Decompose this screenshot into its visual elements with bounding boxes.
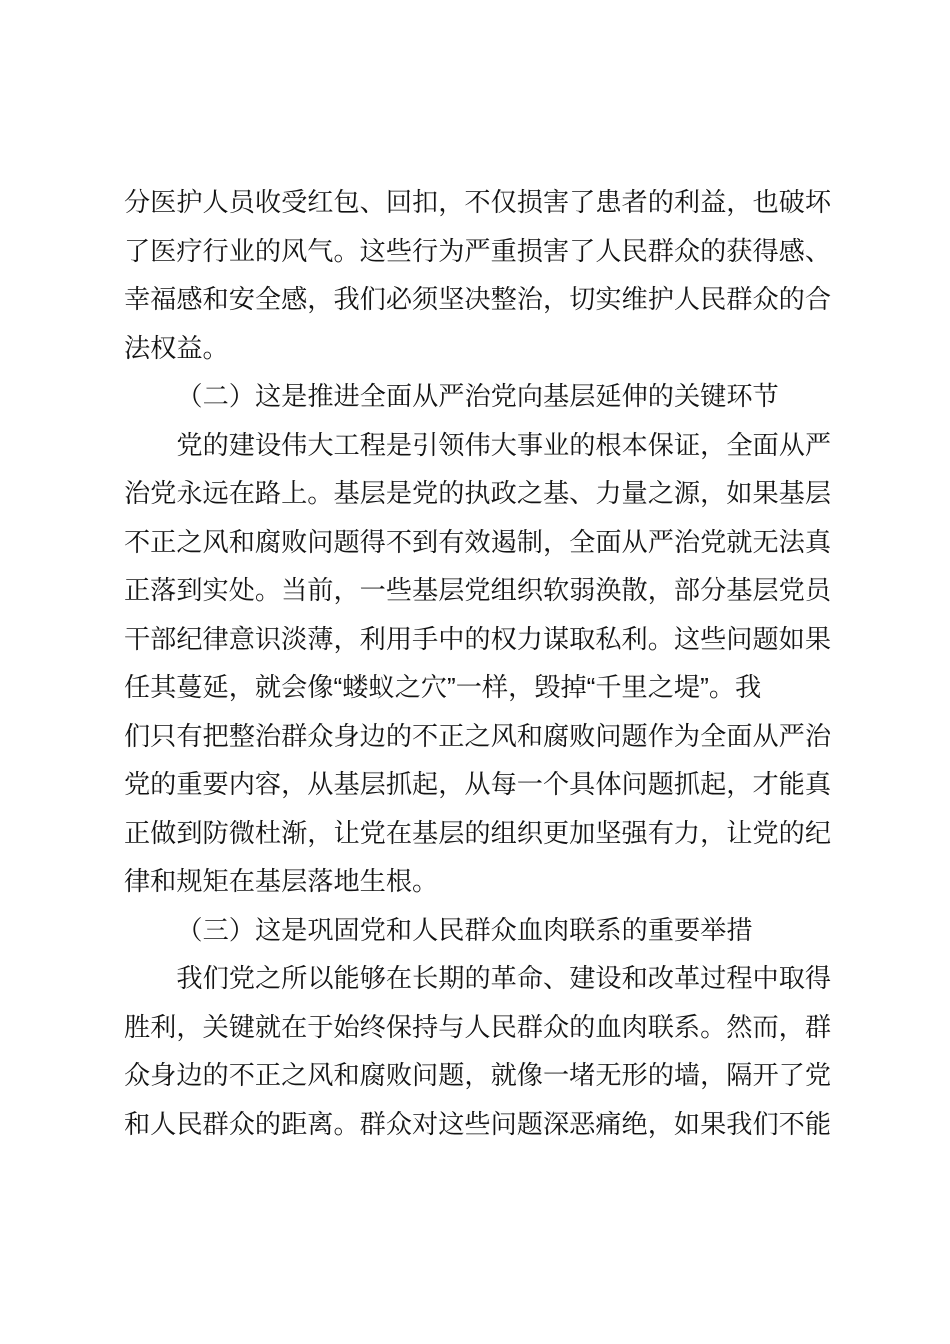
body-text-line: 我们党之所以能够在长期的革命、建设和改革过程中取得 [176, 963, 832, 993]
body-text-line: 和人民群众的距离。群众对这些问题深恶痛绝，如果我们不能 [124, 1108, 832, 1139]
body-text-line: 们只有把整治群众身边的不正之风和腐败问题作为全面从严治 [124, 720, 832, 751]
body-text-line: 治党永远在路上。基层是党的执政之基、力量之源，如果基层 [124, 478, 832, 508]
document-content [124, 178, 832, 1148]
body-text-line: 胜利，关键就在于始终保持与人民群众的血肉联系。然而，群 [124, 1011, 832, 1042]
body-text-line: 不正之风和腐败问题得不到有效遏制，全面从严治党就无法真 [124, 526, 832, 557]
body-text-line: 党的重要内容，从基层抓起，从每一个具体问题抓起，才能真 [124, 769, 832, 799]
body-text-line: 众身边的不正之风和腐败问题，就像一堵无形的墙，隔开了党 [124, 1060, 832, 1090]
section-heading-line: （三）这是巩固党和人民群众血肉联系的重要举措 [176, 914, 753, 945]
body-text-line: 任其蔓延，就会像“蝼蚁之穴”一样，毁掉“千里之堤”。我 [124, 672, 762, 702]
body-text-line: 法权益。 [124, 332, 229, 363]
body-text-line: 律和规矩在基层落地生根。 [124, 866, 439, 896]
body-text-line: 党的建设伟大工程是引领伟大事业的根本保证，全面从严 [176, 429, 832, 460]
body-text-line: 干部纪律意识淡薄，利用手中的权力谋取私利。这些问题如果 [124, 623, 832, 654]
body-text-line: 幸福感和安全感，我们必须坚决整治，切实维护人民群众的合 [124, 284, 832, 314]
body-text-line: 正落到实处。当前，一些基层党组织软弱涣散，部分基层党员 [124, 575, 832, 605]
section-heading-line: （二）这是推进全面从严治党向基层延伸的关键环节 [176, 381, 779, 411]
body-text-line: 分医护人员收受红包、回扣，不仅损害了患者的利益，也破坏 [124, 187, 832, 217]
body-text-line: 了医疗行业的风气。这些行为严重损害了人民群众的获得感、 [124, 235, 832, 266]
body-text-line: 正做到防微杜渐，让党在基层的组织更加坚强有力，让党的纪 [124, 817, 832, 848]
